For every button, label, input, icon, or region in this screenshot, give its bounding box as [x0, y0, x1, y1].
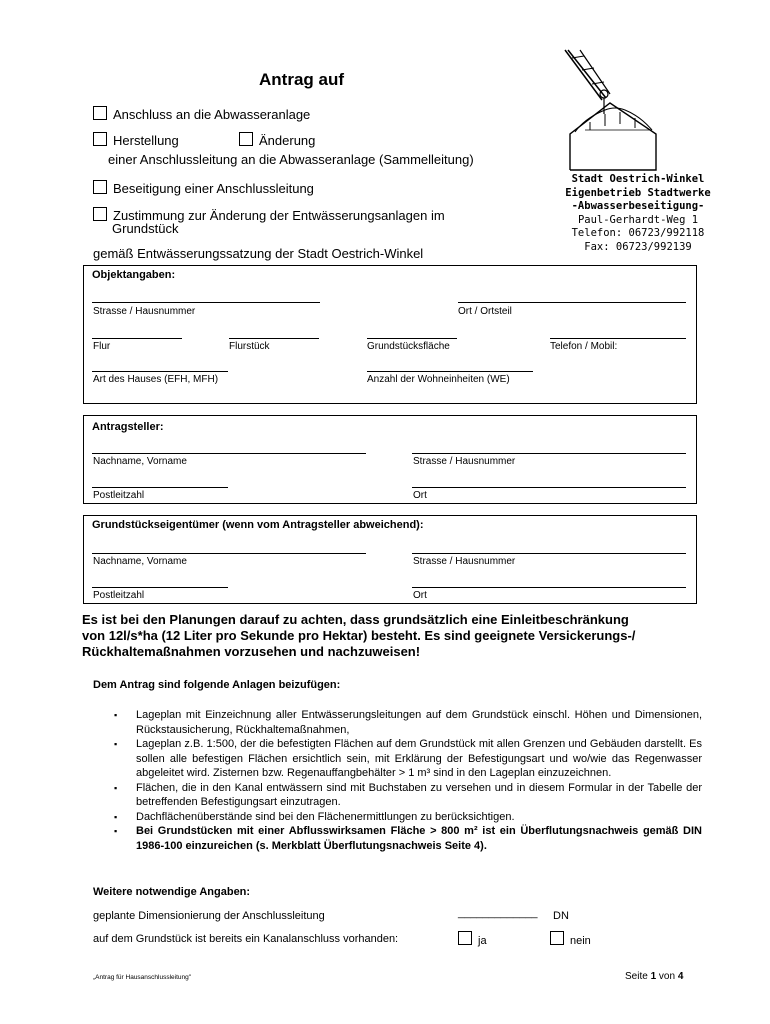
- antragsteller-plz-label: Postleitzahl: [93, 490, 145, 501]
- option-nein[interactable]: [550, 931, 591, 947]
- flaeche-field[interactable]: [367, 338, 457, 339]
- attachments-heading: Dem Antrag sind folgende Anlagen beizufügen:: [93, 679, 341, 691]
- option-herstellung[interactable]: [93, 132, 179, 148]
- bullet-icon: ▪: [114, 710, 118, 720]
- eigentuemer-name-label: Nachname, Vorname: [93, 556, 187, 567]
- bullet-icon: ▪: [114, 811, 118, 822]
- bullet-icon: ▪: [114, 739, 118, 749]
- address-line5: Telefon: 06723/992118: [571, 227, 705, 239]
- dn-label: DN: [553, 910, 569, 922]
- antragsteller-strasse-label: Strasse / Hausnummer: [413, 456, 516, 467]
- flurstueck-label: Flurstück: [229, 341, 270, 352]
- option-ja[interactable]: [458, 931, 487, 947]
- eigentuemer-heading: Grundstückseigentümer (wenn vom Antragsteller abweichend):: [92, 519, 424, 531]
- antragsteller-section: [83, 415, 697, 504]
- warning-notice: [82, 612, 702, 660]
- strasse-label: Strasse / Hausnummer: [93, 306, 196, 317]
- page-mid: von: [656, 971, 678, 982]
- page-total: 4: [677, 971, 684, 982]
- art-label: Art des Hauses (EFH, MFH): [93, 374, 219, 385]
- dimension-label: geplante Dimensionierung der Anschlussleitung: [93, 910, 325, 922]
- eigentuemer-ort-field[interactable]: [412, 587, 686, 588]
- telefon-field[interactable]: [550, 338, 686, 339]
- eigentuemer-section: [83, 515, 697, 604]
- address-line2: Eigenbetrieb Stadtwerke: [565, 186, 711, 199]
- checkbox-zustimmung[interactable]: [93, 207, 107, 221]
- checkbox-aenderung[interactable]: [239, 132, 253, 146]
- option-anschluss-label: Anschluss an die Abwasseranlage: [113, 107, 311, 122]
- warning-line1: Es ist bei den Planungen darauf zu achten, dass grundsätzlich eine Einleitbeschränkung: [82, 612, 629, 627]
- list-item-text: Lageplan mit Einzeichnung aller Entwässerungsleitungen auf dem Grundstück einschl. Höhen und Dimensionen, Rückstausicherung, Rückhaltemaßnahmen,: [136, 709, 702, 736]
- address-line1: Stadt Oestrich-Winkel: [571, 173, 705, 185]
- address-line3: -Abwasserbeseitigung-: [571, 200, 705, 212]
- einer-line: einer Anschlussleitung an die Abwasseranlage (Sammelleitung): [108, 152, 474, 167]
- kanal-label: auf dem Grundstück ist bereits ein Kanalanschluss vorhanden:: [93, 933, 399, 945]
- objekt-heading: Objektangaben:: [92, 269, 176, 281]
- more-heading: Weitere notwendige Angaben:: [93, 886, 251, 898]
- flur-label: Flur: [93, 341, 111, 352]
- antragsteller-name-field[interactable]: [92, 453, 366, 454]
- eigentuemer-plz-label: Postleitzahl: [93, 590, 145, 601]
- list-item: [112, 781, 702, 810]
- list-item-text: Dachflächenüberstände sind bei den Flächenermittlungen zu berücksichtigen.: [136, 810, 515, 823]
- option-zustimmung-label: Zustimmung zur Änderung der Entwässerungsanlagen im: [113, 208, 445, 223]
- art-field[interactable]: [92, 371, 228, 372]
- objekt-section: [83, 265, 697, 404]
- ort-label: Ort / Ortsteil: [458, 306, 512, 317]
- list-item-text: Flächen, die in den Kanal entwässern sind mit Buchstaben zu versehen und in diesem Formular in der Tabelle der betreffenden Befestigungsart einzutragen.: [136, 781, 702, 808]
- checkbox-anschluss[interactable]: [93, 106, 107, 120]
- footer-document-name: „Antrag für Hausanschlussleitung": [93, 974, 192, 981]
- eigentuemer-plz-field[interactable]: [92, 587, 228, 588]
- eigentuemer-ort-label: Ort: [413, 590, 427, 601]
- page-title: Antrag auf: [259, 70, 344, 89]
- attachments-list: [112, 708, 702, 853]
- warning-line2: von 12l/s*ha (12 Liter pro Sekunde pro Hektar) besteht. Es sind geeignete Versickerungs-/: [82, 628, 636, 643]
- address-line4: Paul-Gerhardt-Weg 1: [577, 213, 699, 226]
- flaeche-label: Grundstücksfläche: [367, 341, 450, 352]
- city-logo: [560, 48, 670, 173]
- anzahl-field[interactable]: [367, 371, 533, 372]
- eigentuemer-name-field[interactable]: [92, 553, 366, 554]
- dimension-field[interactable]: _____________: [458, 907, 538, 919]
- checkbox-beseitigung[interactable]: [93, 180, 107, 194]
- list-item-text: Lageplan z.B. 1:500, der die befestigten Flächen auf dem Grundstück mit allen Grenzen und Gebäuden darstellt. Es sollen alle befestigen Flächen ersichtlich sein, mit Erklärung der Befestigungsart und wo/wie das Regenwasser abgeleitet wird. Zisternen bzw. Regenauffangbehälter > 1 m³ sind in den Lageplan einzuzeichnen.: [136, 738, 702, 779]
- bullet-icon: ▪: [114, 782, 118, 793]
- list-item: [112, 708, 702, 737]
- list-item: [112, 824, 702, 853]
- bullet-icon: ▪: [114, 826, 118, 836]
- list-item: [112, 737, 702, 781]
- strasse-field[interactable]: [92, 302, 320, 303]
- flurstueck-field[interactable]: [229, 338, 319, 339]
- checkbox-nein[interactable]: [550, 931, 564, 945]
- option-anschluss[interactable]: [93, 106, 310, 122]
- page-number: [625, 971, 683, 982]
- option-beseitigung-label: Beseitigung einer Anschlussleitung: [113, 181, 314, 196]
- list-item-text: Bei Grundstücken mit einer Abflusswirksamen Fläche > 800 m² ist ein Überflutungsnachweis gemäß DIN 1986-100 einzureichen (s. Merkblatt Überflutungsnachweis Seite 4).: [136, 825, 702, 852]
- warning-line3: Rückhaltemaßnahmen vorzusehen und nachzuweisen!: [82, 644, 421, 659]
- antragsteller-ort-label: Ort: [413, 490, 427, 501]
- flur-field[interactable]: [92, 338, 182, 339]
- option-beseitigung[interactable]: [93, 180, 314, 196]
- eigentuemer-strasse-label: Strasse / Hausnummer: [413, 556, 516, 567]
- option-nein-label: nein: [570, 935, 591, 947]
- antragsteller-name-label: Nachname, Vorname: [93, 456, 187, 467]
- option-aenderung-label: Änderung: [259, 133, 316, 148]
- checkbox-ja[interactable]: [458, 931, 472, 945]
- option-herstellung-label: Herstellung: [113, 133, 179, 148]
- checkbox-herstellung[interactable]: [93, 132, 107, 146]
- eigentuemer-strasse-field[interactable]: [412, 553, 686, 554]
- antragsteller-strasse-field[interactable]: [412, 453, 686, 454]
- option-zustimmung-line2: Grundstück: [112, 221, 179, 236]
- option-ja-label: ja: [478, 935, 487, 947]
- page-current: 1: [650, 971, 657, 982]
- option-aenderung[interactable]: [239, 132, 315, 148]
- anzahl-label: Anzahl der Wohneinheiten (WE): [367, 374, 510, 385]
- antragsteller-ort-field[interactable]: [412, 487, 686, 488]
- ort-field[interactable]: [458, 302, 686, 303]
- telefon-label: Telefon / Mobil:: [550, 341, 618, 352]
- page-prefix: Seite: [625, 971, 651, 982]
- antragsteller-plz-field[interactable]: [92, 487, 228, 488]
- gemaess-line: gemäß Entwässerungssatzung der Stadt Oestrich-Winkel: [93, 246, 424, 261]
- list-item: [112, 810, 702, 825]
- address-block: [522, 173, 754, 254]
- antragsteller-heading: Antragsteller:: [92, 421, 164, 433]
- address-line6: Fax: 06723/992139: [584, 240, 692, 253]
